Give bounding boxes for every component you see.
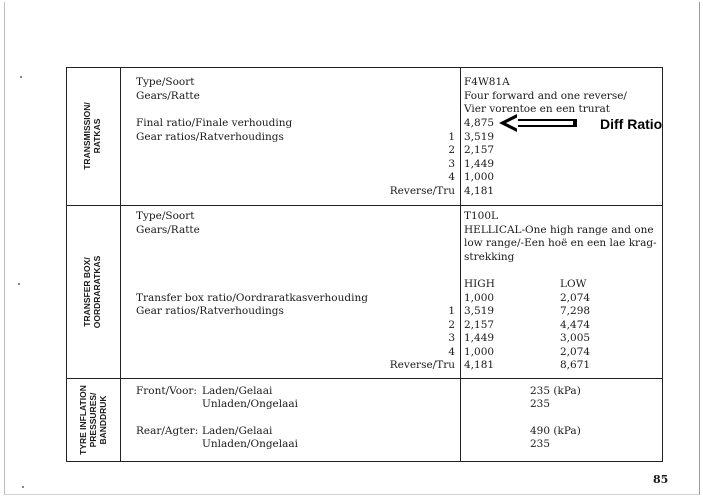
col-low-header: LOW [560,278,587,290]
low-ratio-value: 7,298 [560,305,591,317]
column-divider [460,67,461,462]
gear-ratio-value: 1,449 [464,158,495,170]
low-ratio-value: 3,005 [560,332,591,344]
transfer-gears-value: HELLICAL-One high range and one [464,224,654,236]
column-divider [120,67,121,462]
transfer-side-label: TRANSFER BOX/ OORDRARATKAS [82,255,102,329]
row-divider [66,205,663,206]
gear-label: 1 [448,131,455,143]
gear-label: 4 [448,171,455,183]
rear-unladen-label: Unladen/Ongelaai [202,438,299,450]
row-divider [66,378,663,379]
front-unladen-label: Unladen/Ongelaai [202,398,299,410]
gear-label: 3 [448,158,455,170]
low-ratio-value: 2,074 [560,346,591,358]
gear-ratio-value: 4,181 [464,185,495,197]
tyres-side-label: TYRE INFLATION PRESSURES/ BANDDRUK [78,385,108,455]
scan-speck [20,76,22,78]
gear-label: 1 [448,305,455,317]
transmission-type-value: F4W81A [464,76,510,88]
page-number: 85 [653,473,669,486]
rear-laden-value: 490 (kPa) [530,425,581,437]
diff-ratio-annotation: Diff Ratio [600,116,663,132]
col-high-header: HIGH [464,278,495,290]
front-label: Front/Voor: [136,385,197,397]
transmission-gears-value: Vier vorentoe en een trurat [464,103,611,115]
gear-label: 2 [448,144,455,156]
high-ratio-value: 1,000 [464,346,495,358]
low-ratio-value: 4,474 [560,319,591,331]
rear-laden-label: Laden/Gelaai [202,425,273,437]
high-ratio-value: 2,157 [464,319,495,331]
high-ratio-value: 3,519 [464,305,495,317]
front-laden-value: 235 (kPa) [530,385,581,397]
rear-unladen-value: 235 [530,438,551,450]
transmission-type-label: Type/Soort [136,76,195,88]
transmission-final-value: 4,875 [464,117,495,129]
transfer-type-value: T100L [464,210,499,222]
high-ratio-value: 1,449 [464,332,495,344]
gear-ratio-value: 1,000 [464,171,495,183]
transfer-type-label: Type/Soort [136,210,195,222]
transfer-box-high: 1,000 [464,292,495,304]
gear-label: 2 [448,319,455,331]
gear-ratio-value: 2,157 [464,144,495,156]
scan-speck [22,486,24,488]
scan-speck [18,283,20,285]
transfer-box-label: Transfer box ratio/Oordraratkasverhouding [136,292,368,304]
transfer-gears-label: Gears/Ratte [136,224,200,236]
front-laden-label: Laden/Gelaai [202,385,273,397]
high-ratio-value: 4,181 [464,359,495,371]
gear-label: 3 [448,332,455,344]
transfer-ratios-label: Gear ratios/Ratverhoudings [136,305,284,317]
gear-ratio-value: 3,519 [464,131,495,143]
transfer-gears-value: strekking [464,251,515,263]
transfer-gears-value: low range/-Een hoë en een lae krag- [464,237,657,249]
rear-label: Rear/Agter: [136,425,199,437]
low-ratio-value: 8,671 [560,359,591,371]
transmission-final-label: Final ratio/Finale verhouding [136,117,293,129]
transmission-ratios-label: Gear ratios/Ratverhoudings [136,131,284,143]
arrow-icon [497,113,579,133]
transmission-gears-value: Four forward and one reverse/ [464,90,627,102]
transmission-side-label: TRANSMISSION/ RATKAS [82,102,102,170]
transfer-box-low: 2,074 [560,292,591,304]
gear-label: 4 [448,346,455,358]
front-unladen-value: 235 [530,398,551,410]
gear-label: Reverse/Tru [389,359,455,371]
gear-label: Reverse/Tru [389,185,455,197]
transmission-gears-label: Gears/Ratte [136,90,200,102]
